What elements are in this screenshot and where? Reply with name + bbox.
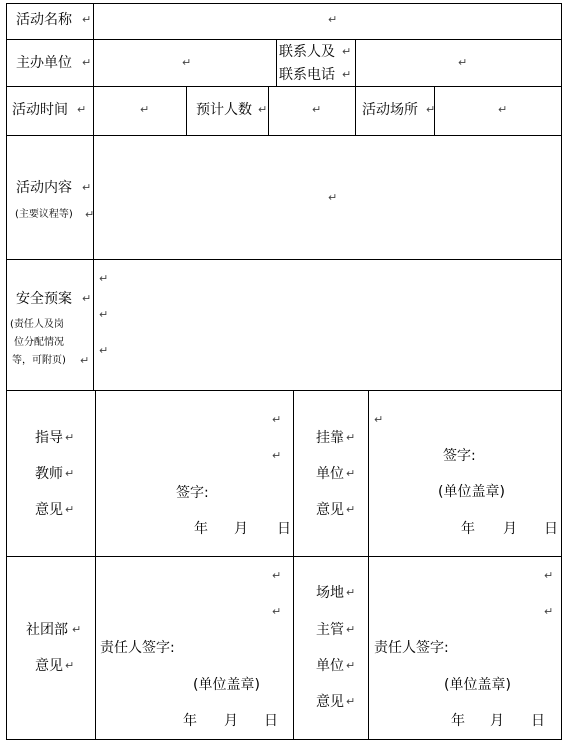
activity-time-label: 活动时间	[12, 102, 68, 118]
club-dept-label-1: 社团部	[26, 622, 68, 638]
grid-line	[6, 3, 7, 740]
return-mark: ↵	[328, 191, 338, 204]
grid-line	[355, 86, 356, 136]
activity-content-sublabel: (主要议程等)	[15, 209, 73, 220]
return-mark: ↵	[65, 503, 75, 516]
venue-authority-label-1: 场地	[316, 585, 344, 601]
affiliation-label-2: 单位	[316, 466, 344, 482]
return-mark: ↵	[342, 68, 352, 81]
return-mark: ↵	[82, 181, 92, 194]
return-mark: ↵	[458, 56, 468, 69]
safety-plan-sublabel-1: (责任人及岗	[10, 319, 64, 330]
activity-venue-label: 活动场所	[362, 102, 418, 118]
organizer-label: 主办单位	[16, 55, 72, 71]
venue-authority-date-month: 月	[490, 713, 504, 729]
return-mark: ↵	[346, 695, 356, 708]
return-mark: ↵	[544, 605, 554, 618]
return-mark: ↵	[346, 586, 356, 599]
affiliation-label-3: 意见	[316, 502, 344, 518]
club-dept-date-day: 日	[264, 713, 278, 729]
club-dept-date-year: 年	[183, 713, 197, 729]
grid-line	[186, 86, 187, 136]
contact-label-line1: 联系人及	[279, 44, 335, 60]
affiliation-seal-label: (单位盖章)	[438, 484, 505, 500]
affiliation-date-year: 年	[461, 521, 475, 537]
affiliation-date-month: 月	[503, 521, 517, 537]
advisor-signature-label: 签字:	[176, 485, 209, 501]
return-mark: ↵	[544, 569, 554, 582]
return-mark: ↵	[140, 103, 150, 116]
affiliation-signature-label: 签字:	[443, 448, 476, 464]
return-mark: ↵	[312, 103, 322, 116]
return-mark: ↵	[272, 569, 282, 582]
grid-line	[6, 739, 562, 740]
safety-plan-label: 安全预案	[16, 291, 72, 307]
return-mark: ↵	[346, 623, 356, 636]
affiliation-label-1: 挂靠	[316, 430, 344, 446]
safety-plan-field[interactable]	[94, 260, 561, 390]
return-mark: ↵	[342, 45, 352, 58]
return-mark: ↵	[99, 344, 109, 357]
return-mark: ↵	[498, 103, 508, 116]
affiliation-date-day: 日	[544, 521, 558, 537]
return-mark: ↵	[258, 103, 268, 116]
advisor-label-1: 指导	[35, 430, 63, 446]
venue-authority-date-year: 年	[451, 713, 465, 729]
venue-authority-label-3: 单位	[316, 658, 344, 674]
venue-authority-date-day: 日	[531, 713, 545, 729]
return-mark: ↵	[65, 467, 75, 480]
return-mark: ↵	[426, 103, 436, 116]
advisor-date-month: 月	[234, 521, 248, 537]
club-dept-signature-label: 责任人签字:	[100, 640, 175, 656]
return-mark: ↵	[82, 56, 92, 69]
safety-plan-sublabel-3: 等，可附页)	[12, 355, 66, 366]
return-mark: ↵	[77, 103, 87, 116]
club-dept-seal-label: (单位盖章)	[193, 677, 260, 693]
return-mark: ↵	[346, 467, 356, 480]
return-mark: ↵	[82, 292, 92, 305]
advisor-date-year: 年	[194, 521, 208, 537]
venue-authority-seal-label: (单位盖章)	[444, 677, 511, 693]
venue-authority-signature-label: 责任人签字:	[374, 640, 449, 656]
return-mark: ↵	[99, 272, 109, 285]
return-mark: ↵	[374, 413, 384, 426]
grid-line	[276, 39, 277, 87]
club-dept-label-2: 意见	[35, 658, 63, 674]
safety-plan-sublabel-2: 位分配情况	[14, 337, 64, 348]
contact-label-line2: 联系电话	[279, 67, 335, 83]
return-mark: ↵	[182, 56, 192, 69]
return-mark: ↵	[328, 13, 338, 26]
return-mark: ↵	[80, 354, 90, 367]
advisor-label-2: 教师	[35, 466, 63, 482]
return-mark: ↵	[65, 659, 75, 672]
return-mark: ↵	[82, 13, 92, 26]
return-mark: ↵	[99, 308, 109, 321]
return-mark: ↵	[65, 431, 75, 444]
grid-line	[293, 390, 294, 740]
return-mark: ↵	[346, 503, 356, 516]
activity-content-label: 活动内容	[16, 180, 72, 196]
expected-count-label: 预计人数	[196, 102, 252, 118]
venue-authority-label-4: 意见	[316, 694, 344, 710]
return-mark: ↵	[272, 449, 282, 462]
return-mark: ↵	[272, 413, 282, 426]
grid-line	[561, 3, 562, 740]
return-mark: ↵	[346, 431, 356, 444]
return-mark: ↵	[346, 659, 356, 672]
return-mark: ↵	[272, 605, 282, 618]
club-dept-date-month: 月	[224, 713, 238, 729]
advisor-label-3: 意见	[35, 502, 63, 518]
return-mark: ↵	[72, 623, 82, 636]
advisor-date-day: 日	[277, 521, 291, 537]
activity-name-label: 活动名称	[16, 12, 72, 28]
return-mark: ↵	[85, 208, 95, 221]
venue-authority-label-2: 主管	[316, 622, 344, 638]
